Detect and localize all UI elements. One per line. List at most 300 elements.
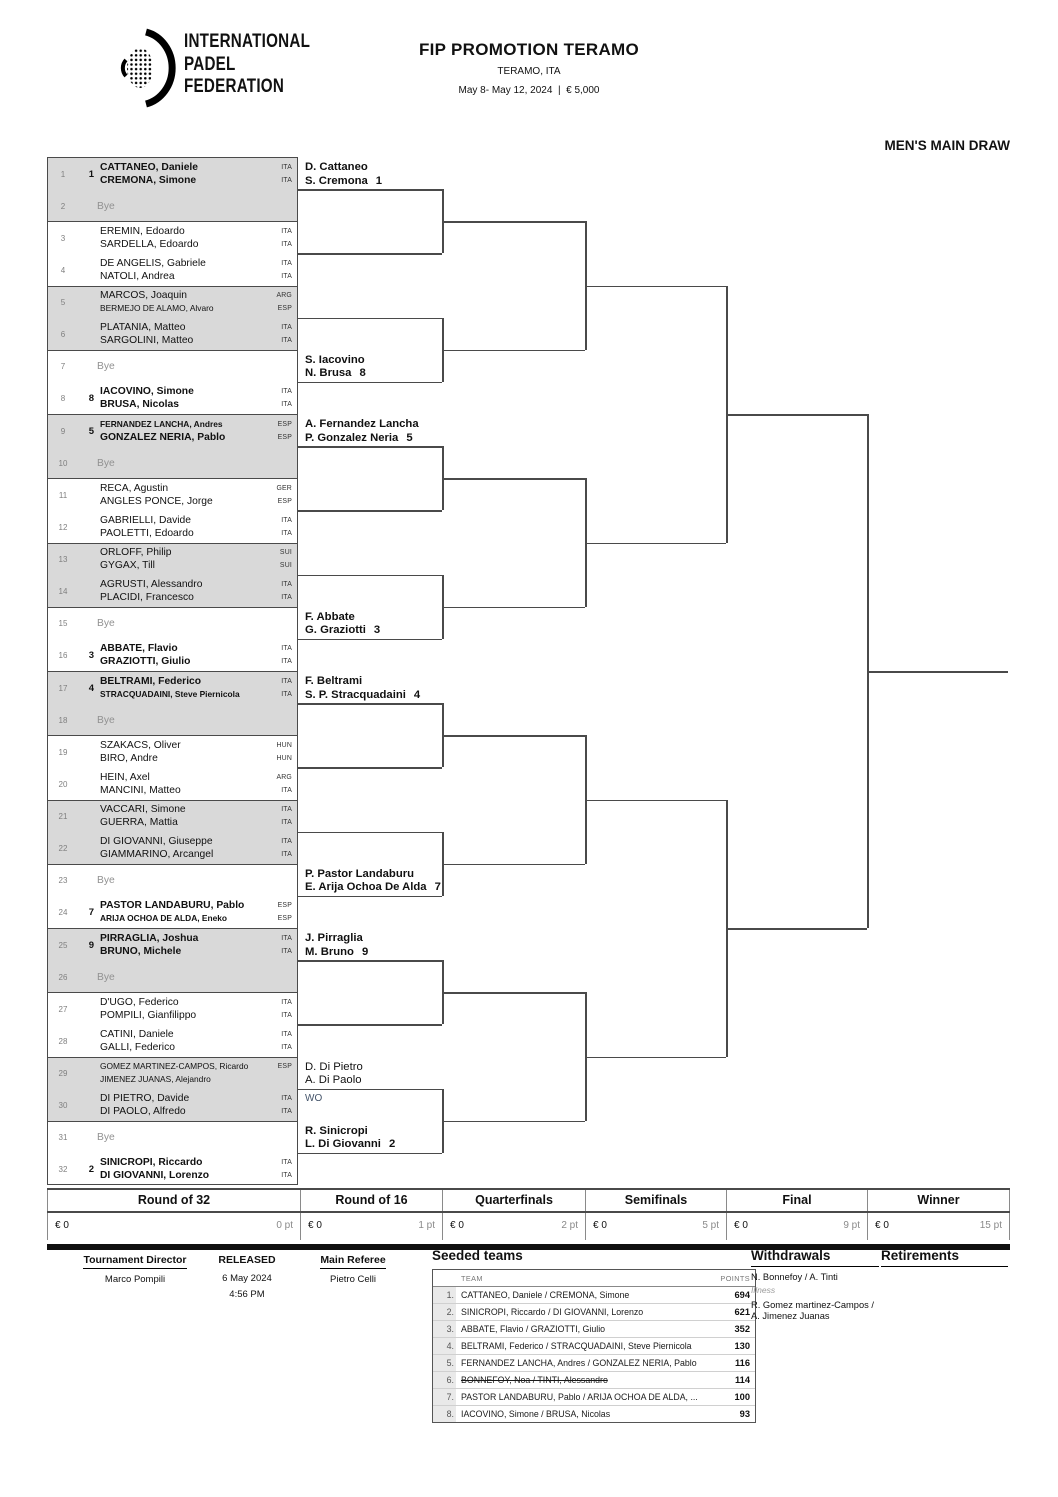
country-codes [265,833,297,865]
match-box [47,286,298,350]
country-codes [265,1025,297,1057]
seeded-team-name: BONNEFOY, Noa / TINTI, Alessandro [461,1375,608,1385]
country-code: ITA [281,163,292,171]
player-name: PLACIDI, Francesco [100,592,194,604]
player-name: GOMEZ MARTINEZ-CAMPOS, Ricardo [100,1061,249,1071]
player-name: SARDELLA, Edoardo [100,238,199,250]
player-name: MARCOS, Joaquin [100,290,187,301]
player-name: ANGLES PONCE, Jorge [100,495,213,507]
round-column [47,1188,300,1240]
round-prize-row [868,1211,1009,1240]
seed-number: 9 [88,939,94,951]
country-codes [265,672,297,704]
country-code: ITA [281,227,292,235]
r16-match-line [298,1089,442,1091]
country-codes [265,383,297,415]
seeded-team-number: 5. [433,1355,456,1371]
match-box [47,1121,298,1185]
country-codes [265,544,297,576]
player-name: AGRUSTI, Alessandro [100,579,203,591]
event-location: TERAMO, ITA [497,66,561,77]
seed-number [78,1090,97,1122]
country-code: ITA [281,690,292,698]
seeded-team-row [433,1287,755,1303]
main-referee-name: Pietro Celli [330,1274,376,1285]
player-name: PIRRAGLIA, Joshua [100,932,199,944]
r16-winner-line2 [305,1138,480,1152]
withdrawals-title: Withdrawals [751,1248,879,1267]
country-code: ITA [281,401,292,409]
main-referee-label: Main Referee [320,1254,385,1269]
round-points: 15 pt [979,1220,1002,1231]
r16-winner-name: S. P. Stracquadaini [305,688,406,701]
released-date: 6 May 2024 [222,1273,272,1284]
country-codes [265,287,297,319]
r16-winner-line1: R. Sinicropi [305,1124,368,1137]
seeded-team-name: SINICROPI, Riccardo / DI GIOVANNI, Lorenzo [461,1307,644,1317]
entry-row [48,415,297,447]
country-codes [265,1154,297,1186]
player-name: PASTOR LANDABURU, Pablo [100,900,245,912]
seeded-team-number: 4. [433,1338,456,1354]
team-names [97,319,265,351]
country-codes [265,1058,297,1090]
entry-row [48,190,297,222]
player-name: MANCINI, Matteo [100,784,181,796]
round-label: Winner [917,1193,960,1207]
entry-number: 32 [58,1165,68,1175]
seeded-team-name: CATTANEO, Daniele / CREMONA, Simone [461,1290,630,1300]
r16-match-line [298,896,442,898]
country-code: ESP [277,915,292,923]
seeded-team-header: TEAM [461,1273,483,1283]
country-code: ITA [281,1095,292,1103]
entry-number: 31 [58,1133,68,1143]
player-name: BERMEJO DE ALAMO, Alvaro [100,303,214,313]
entry-number: 9 [60,426,66,436]
bracket-line [726,928,867,930]
seeded-team-points: 694 [734,1290,750,1300]
country-code: ESP [277,902,292,910]
seeded-team-points: 130 [734,1341,750,1351]
entry-row [48,383,297,415]
player-name: ORLOFF, Philip [100,547,172,558]
seeded-team-number: 2. [433,1304,456,1320]
withdrawals-block [751,1248,879,1323]
player-name: PLATANIA, Matteo [100,322,186,334]
round-points: 2 pt [561,1220,578,1231]
entry-number: 14 [58,587,68,597]
player-name: SZAKACS, Oliver [100,739,181,751]
event-dates-prize: May 8- May 12, 2024 | € 5,000 [458,85,600,96]
seed-number: 1 [88,168,94,180]
country-code: ITA [281,658,292,666]
r16-winner-line2 [305,624,480,638]
bracket-line [442,221,585,223]
r16-winner-line1: F. Abbate [305,610,355,623]
seed-number [78,544,97,576]
country-codes [265,1090,297,1122]
r16-winner-line1: S. Iacovino [305,353,365,366]
round-prize-row [48,1211,300,1240]
main-referee-block [297,1250,409,1285]
entry-row [48,287,297,319]
r16-winner-name: N. Brusa [305,367,352,380]
player-name: DI PAOLO, Alfredo [100,1106,186,1118]
entry-row [48,961,297,993]
bracket-line [585,800,726,802]
country-code: ITA [281,806,292,813]
entry-row [48,351,297,383]
r16-match-line [298,382,442,384]
player-name: DI PIETRO, Davide [100,1093,190,1105]
bye-label: Bye [97,618,115,630]
entry-row [48,1154,297,1186]
r16-winner-line2 [305,689,480,703]
country-code: ITA [281,851,292,859]
country-code: HUN [276,754,292,762]
logo-line: PADEL [184,53,236,75]
country-code: ESP [277,497,292,505]
r16-match-line [298,639,442,641]
bracket-line [442,864,585,866]
player-name: SARGOLINI, Matteo [100,335,194,347]
r16-winner-seed: 9 [361,945,369,958]
bracket-line [442,1121,585,1123]
r16-winner-seed: 2 [388,1138,396,1151]
player-name: BRUNO, Michele [100,945,182,957]
player-name: VACCARI, Simone [100,804,186,815]
seed-number: 4 [88,682,94,694]
entry-row [48,608,297,640]
entry-number: 4 [60,265,66,275]
match-box [47,735,298,799]
r16-winner-line1: P. Pastor Landaburu [305,867,415,880]
seed-number [78,319,97,351]
seed-number: 2 [88,1164,94,1176]
withdrawal-team: R. Gomez martinez-Campos / A. Jimenez Juanas [751,1299,874,1321]
country-code: HUN [276,741,292,749]
country-codes [265,929,297,961]
seeded-team-number: 6. [433,1372,456,1388]
round-label: Quarterfinals [475,1193,553,1207]
team-names [97,415,265,447]
country-code: ITA [281,581,292,589]
entry-number: 29 [58,1069,68,1079]
entry-row [48,704,297,736]
entry-number: 1 [60,169,66,179]
r16-match-line [298,703,442,705]
country-code: ITA [281,259,292,267]
country-code: ITA [281,819,292,826]
entry-row [48,736,297,768]
team-names [97,1025,265,1057]
round-prize-row [727,1211,867,1240]
country-codes [265,576,297,608]
r16-winner [305,675,480,702]
match-box [47,414,298,478]
country-code: ITA [281,947,292,955]
entry-number: 17 [58,683,68,693]
country-codes [265,640,297,672]
seeded-team-row [433,1303,755,1320]
retirements-block [881,1248,1008,1267]
player-name: CATINI, Daniele [100,1028,174,1040]
bye-label: Bye [97,1132,115,1144]
r16-match-line [298,1153,442,1155]
round-prize: € 0 [593,1220,607,1231]
player-name: D'UGO, Federico [100,996,179,1008]
entry-row [48,833,297,865]
round-prize-row [301,1211,442,1240]
r16-winner-line2 [305,1074,480,1088]
entry-row [48,1025,297,1057]
player-name: BRUSA, Nicolas [100,399,179,411]
seeded-teams-header-row [433,1270,755,1287]
seeded-team-name: ABBATE, Flavio / GRAZIOTTI, Giulio [461,1324,606,1334]
country-code: ITA [281,1108,292,1116]
seed-number [78,222,97,254]
bracket-line [585,1057,726,1059]
r16-winner-line2 [305,432,480,446]
r16-winner [305,1061,480,1088]
seed-number: 8 [88,393,94,405]
team-names [97,993,265,1025]
r16-winner-line1: A. Fernandez Lancha [305,418,419,431]
entry-row [48,254,297,286]
round-prize: € 0 [875,1220,889,1231]
entry-number: 25 [58,940,68,950]
event-title: FIP PROMOTION TERAMO [418,40,640,59]
entry-row [48,1058,297,1090]
player-name: RECA, Agustin [100,482,169,494]
match-box [47,221,298,285]
bye-label: Bye [97,200,115,212]
country-code: ITA [281,838,292,846]
seeded-team-points: 100 [734,1392,750,1402]
country-code: ITA [281,176,292,184]
round-column [867,1188,1010,1240]
entry-row [48,1090,297,1122]
entry-row [48,447,297,479]
seeded-team-number: 3. [433,1321,456,1337]
seed-number [78,1025,97,1057]
country-code: GER [276,484,292,492]
seeded-team-name: PASTOR LANDABURU, Pablo / ARIJA OCHOA DE ALDA, ... [461,1392,698,1402]
entry-row [48,479,297,511]
seeded-team-name: FERNANDEZ LANCHA, Andres / GONZALEZ NERIA, Pablo [461,1358,697,1368]
round-prize: € 0 [734,1220,748,1231]
seeded-team-row [433,1320,755,1337]
seed-number [78,993,97,1025]
player-name: GABRIELLI, Davide [100,514,191,526]
seed-number [78,287,97,319]
winner-line [867,671,1008,673]
country-code: ESP [277,1063,292,1070]
r16-winner-line1: D. Cattaneo [305,161,368,174]
bracket-line [442,478,585,480]
released-block [203,1250,291,1300]
country-codes [265,254,297,286]
entry-number: 24 [58,908,68,918]
entry-number: 22 [58,844,68,854]
player-name: STRACQUADAINI, Steve Piernicola [100,688,240,699]
seed-number [78,768,97,800]
country-code: ITA [281,516,292,524]
player-name: IACOVINO, Simone [100,386,194,398]
country-codes [265,222,297,254]
country-codes [265,319,297,351]
bracket-line [442,607,585,609]
released-label: RELEASED [218,1254,276,1266]
country-codes [265,801,297,833]
round-prize-row [586,1211,726,1240]
player-name: GONZALEZ NERIA, Pablo [100,431,226,443]
entry-row [48,511,297,543]
seeded-team-points: 621 [734,1307,750,1317]
player-name: DI GIOVANNI, Lorenzo [100,1170,210,1182]
seed-number [78,801,97,833]
ipf-logo [116,26,180,110]
country-code: ITA [281,388,292,396]
bracket-line [585,543,726,545]
country-code: ESP [277,420,292,428]
bye-label: Bye [97,361,115,373]
round-label: Semifinals [624,1193,688,1207]
r16-winner-seed: 4 [413,688,421,701]
player-name: DI GIOVANNI, Giuseppe [100,836,213,848]
r16-winner-line1: F. Beltrami [305,675,363,688]
team-names [97,544,265,576]
bracket-line [726,414,867,416]
r16-winner-name: M. Bruno [305,945,354,958]
player-name: BELTRAMI, Federico [100,675,202,687]
country-code: SUI [279,549,292,556]
entry-row [48,801,297,833]
r16-match-line [298,446,442,448]
round-label: Round of 16 [335,1193,408,1207]
entry-number: 21 [58,812,68,822]
withdrawals-list [751,1272,879,1323]
entry-row [48,319,297,351]
round-label: Round of 32 [137,1193,211,1207]
walkover-note: WO [305,1092,323,1104]
team-names [97,222,265,254]
r16-match-line [298,1024,442,1026]
seeded-teams-table [432,1269,756,1423]
r16-winner [305,611,480,638]
entry-number: 11 [58,490,68,500]
country-codes [265,768,297,800]
match-box [47,478,298,542]
seed-number: 3 [88,650,94,662]
player-name: ABBATE, Flavio [100,643,178,655]
player-name: GRAZIOTTI, Giulio [100,656,191,668]
entry-row [48,222,297,254]
team-names [97,1090,265,1122]
team-names [97,287,265,319]
r16-winner [305,161,480,188]
bracket-line [442,992,585,994]
r16-winner-name: S. Cremona [305,174,368,187]
tournament-director-block [65,1250,205,1285]
seeded-num-header [433,1270,456,1286]
seeded-team-name: IACOVINO, Simone / BRUSA, Nicolas [461,1409,611,1419]
entry-number: 18 [58,715,68,725]
country-codes [265,415,297,447]
r16-winner-seed: 8 [359,367,366,380]
country-code: ITA [281,272,292,280]
seed-number [78,479,97,511]
r16-winner-name: A. Di Paolo [305,1074,362,1087]
entry-number: 8 [60,394,66,404]
match-box [47,543,298,607]
seeded-team-row [433,1388,755,1405]
r16-winner-seed: 7 [434,881,441,894]
seed-number: 7 [88,907,94,919]
entry-row [48,1122,297,1154]
r16-match-line [298,832,442,834]
withdrawal-reason: Illness [751,1284,776,1295]
country-codes [265,511,297,543]
round-column [585,1188,726,1240]
seed-number [78,1058,97,1090]
country-code: ITA [281,645,292,653]
rounds-top-rule [47,1188,1010,1190]
entry-row [48,929,297,961]
round-points: 5 pt [702,1220,719,1231]
team-names [97,801,265,833]
seed-number [78,511,97,543]
country-code: ITA [281,934,292,942]
entry-row [48,576,297,608]
r16-winner [305,354,480,381]
r16-winner-seed: 1 [375,174,383,187]
round-prize: € 0 [55,1220,69,1231]
bye-label: Bye [97,714,115,726]
rounds-mid-rule [47,1211,1010,1213]
bye-label: Bye [97,875,115,887]
seeded-team-number: 1. [433,1287,456,1303]
seeded-team-points: 116 [735,1358,750,1368]
entry-row [48,544,297,576]
r16-winner-line1: J. Pirraglia [305,932,363,945]
bracket-line [585,286,726,288]
entry-number: 6 [60,330,66,340]
player-name: DE ANGELIS, Gabriele [100,257,206,269]
player-name: GIAMMARINO, Arcangel [100,849,214,861]
r16-winner-name: P. Gonzalez Neria [305,431,399,444]
country-codes [265,897,297,929]
entry-number: 2 [60,201,66,211]
logo-line: INTERNATIONAL [184,31,311,52]
seeded-teams-title: Seeded teams [432,1248,523,1263]
country-code: SUI [279,562,292,569]
match-box [47,157,298,221]
bye-label: Bye [97,457,115,469]
entry-row [48,672,297,704]
entry-row [48,768,297,800]
entry-number: 23 [58,876,68,886]
tournament-director-label: Tournament Director [83,1254,186,1269]
round-prize: € 0 [450,1220,464,1231]
player-name: HEIN, Axel [100,771,150,783]
r16-match-line [298,318,442,320]
entry-number: 5 [60,298,66,308]
player-name: BIRO, Andre [100,752,158,764]
match-box [47,350,298,414]
player-name: SINICROPI, Riccardo [100,1157,203,1169]
